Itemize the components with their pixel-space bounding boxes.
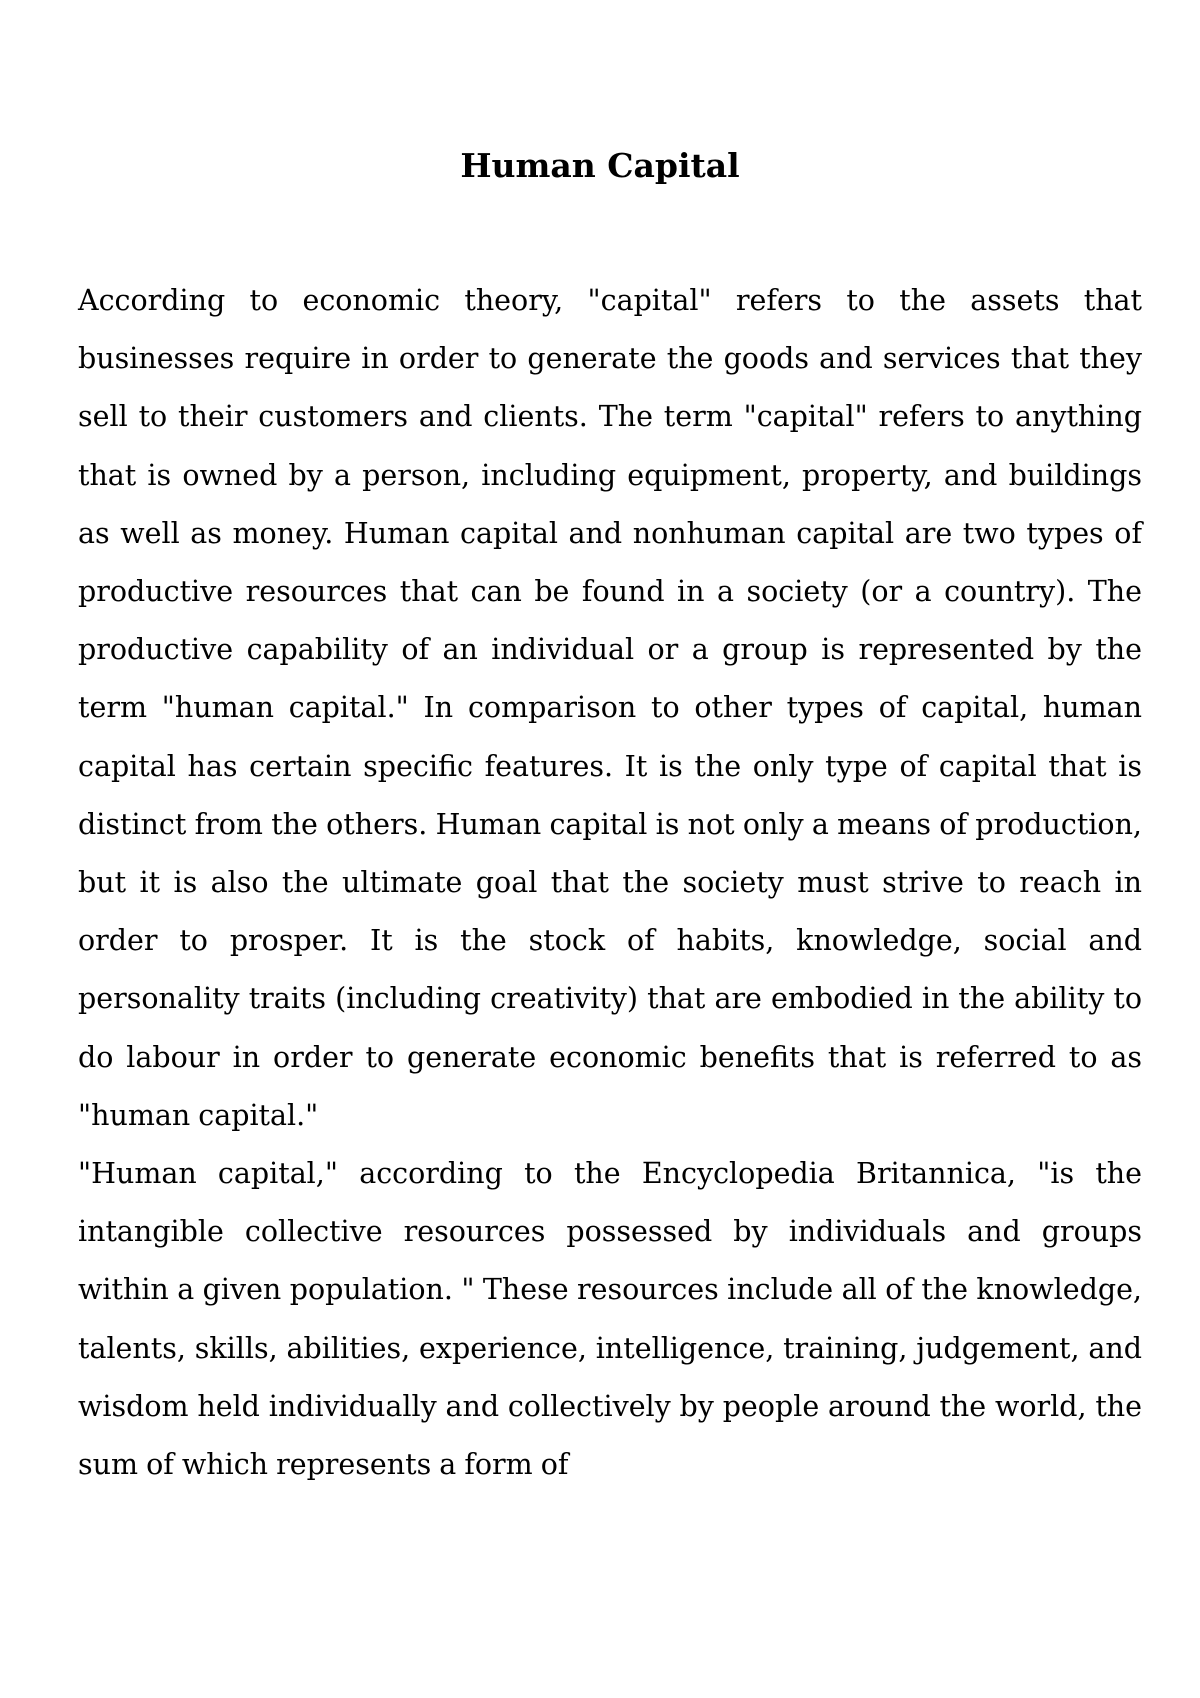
paragraph-capital-definition: According to economic theory, "capital" refers to the assets that businesses require in order to generate the goods and services that they sell to their customers and clients. The term "capital" refers to anything that is owned by a person, including equipment, property, and buildings as well as money. Human capital and nonhuman capital are two types of productive resources that can be found in a society (or a country). The productive capability of an individual or a group is represented by the term "human capital." In comparison to other types of capital, human capital has certain specific features. It is the only type of capital that is distinct from the others. Human capital is not only a means of production, but it is also the ultimate goal that the society must strive to reach in order to prosper. It is the stock of habits, knowledge, social and personality traits (including creativity) that are embodied in the ability to do labour in order to generate economic benefits that is referred to as "human capital." <box>78 284 1142 1132</box>
paragraph-britannica-definition: "Human capital," according to the Encyclopedia Britannica, "is the intangible collective resources possessed by individuals and groups within a given population. " These resources include all of the knowledge, talents, skills, abilities, experience, intelligence, training, judgement, and wisdom held individually and collectively by people around the world, the sum of which represents a form of <box>78 1157 1142 1482</box>
document-body <box>78 272 1142 1494</box>
page-title: Human Capital <box>460 146 740 185</box>
